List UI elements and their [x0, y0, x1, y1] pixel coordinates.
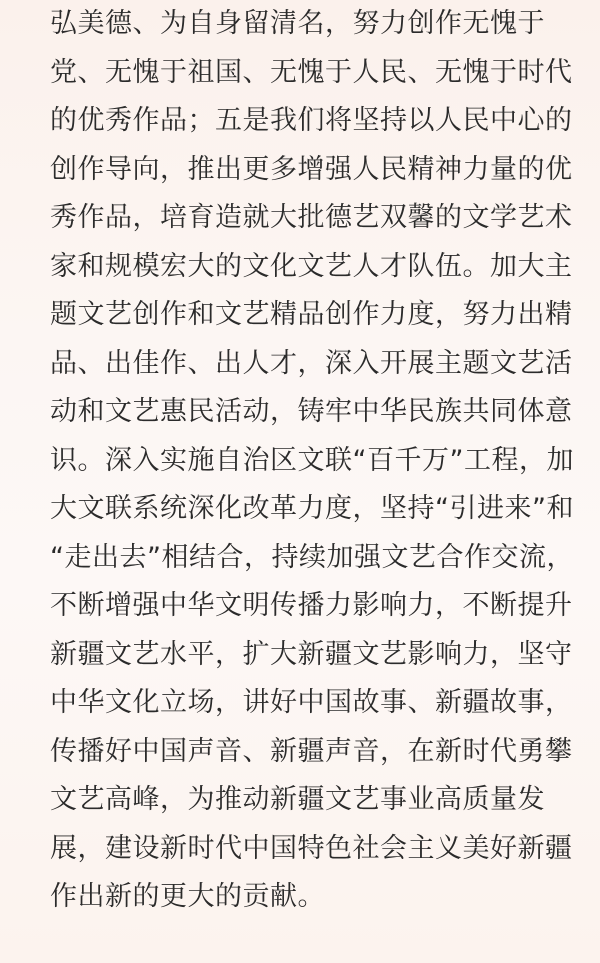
- paragraph-line: 传播好中国声音、新疆声音，在新时代勇攀: [50, 735, 573, 767]
- paragraph-line: 文艺高峰，为推动新疆文艺事业高质量发: [50, 784, 545, 815]
- paragraph-line: 品、出佳作、出人才，深入开展主题文艺活: [50, 347, 573, 379]
- paragraph-line: 党、无愧于祖国、无愧于人民、无愧于时代: [50, 56, 573, 88]
- paragraph-line: 弘美德、为自身留清名，努力创作无愧于: [50, 8, 545, 39]
- paragraph-line: 家和规模宏大的文化文艺人才队伍。加大主: [50, 250, 573, 282]
- paragraph-line: 动和文艺惠民活动，铸牢中华民族共同体意: [50, 396, 573, 427]
- paragraph-line: 的优秀作品；五是我们将坚持以人民中心的: [50, 105, 573, 136]
- paragraph-line: “走出去”相结合，持续加强文艺合作交流，: [50, 541, 574, 573]
- paragraph-line: 创作导向，推出更多增强人民精神力量的优: [50, 153, 573, 185]
- paragraph-line: 中华文化立场，讲好中国故事、新疆故事，: [50, 687, 573, 718]
- paragraph-line: 秀作品，培育造就大批德艺双馨的文学艺术: [50, 202, 573, 233]
- paragraph-line: 展，建设新时代中国特色社会主义美好新疆: [50, 832, 573, 864]
- paragraph-line: 新疆文艺水平，扩大新疆文艺影响力，坚守: [50, 638, 573, 670]
- paragraph-line: 大文联系统深化改革力度，坚持“引进来”和: [50, 493, 574, 524]
- article-body: [50, 0, 574, 922]
- paragraph-line: 不断增强中华文明传播力影响力，不断提升: [50, 590, 573, 621]
- paragraph-line: 题文艺创作和文艺精品创作力度，努力出精: [50, 299, 573, 330]
- paragraph-line: 作出新的更大的贡献。: [50, 881, 325, 912]
- paragraph-line: 识。深入实施自治区文联“百千万”工程，加: [50, 444, 574, 476]
